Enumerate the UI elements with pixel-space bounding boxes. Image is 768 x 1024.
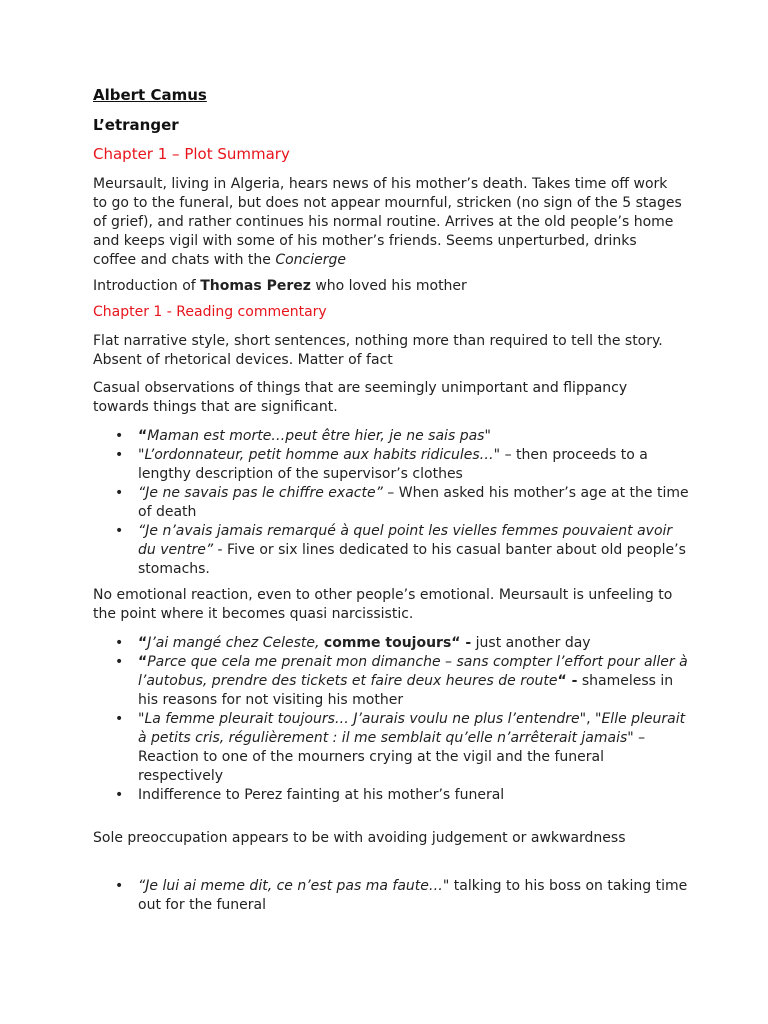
intro-after: who loved his mother [310,278,467,294]
author-name: Albert Camus [93,86,207,104]
intro-paragraph [93,277,683,296]
indifference-list [93,634,693,805]
list-item: • "La femme pleurait toujours… J’aurais voulu ne plus l’entendre", "Elle pleurait à petits cris, régulièrement : il me semblait qu’elle n’arrêterait jamais" – Reaction to one of the mourners crying at the vigil and the funeral respectively [93,710,693,786]
judgement-list [93,877,693,915]
list-item: • “Je ne savais pas le chiffre exacte” – When asked his mother’s age at the time of death [93,484,693,522]
observations-paragraph: Casual observations of things that are seemingly unimportant and flippancy towards things that are significant. [93,380,628,415]
list-item: • "L’ordonnateur, petit homme aux habits ridicules…" – then proceeds to a lengthy description of the supervisor’s clothes [93,446,693,484]
intro-name: Thomas Perez [200,278,311,294]
list-item: • “J’ai mangé chez Celeste, comme toujours“ - just another day [93,634,693,653]
summary-text: Meursault, living in Algeria, hears news of his mother’s death. Takes time off work to go to the funeral, but does not appear mournful, stricken (no sign of the 5 stages of grief), and rather continues his normal routine. Arrives at the old people’s home and keeps vigil with some of his mother’s friends. Seems unperturbed, drinks coffee and chats with the [93,176,682,268]
plot-summary-paragraph [93,175,683,270]
observation-list [93,427,693,579]
judgement-paragraph: Sole preoccupation appears to be with avoiding judgement or awkwardness [93,830,626,846]
narrative-style-paragraph: Flat narrative style, short sentences, nothing more than required to tell the story. Absent of rhetorical devices. Matter of fact [93,333,663,368]
list-item: • “Maman est morte…peut être hier, je ne sais pas" [93,427,693,446]
plot-summary-heading: Chapter 1 – Plot Summary [93,145,290,163]
list-item: • “Parce que cela me prenait mon dimanche – sans compter l’effort pour aller à l’autobus, prendre des tickets et faire deux heures de route“ - shameless in his reasons for not visiting his mother [93,653,693,710]
emotional-reaction-paragraph: No emotional reaction, even to other people’s emotional. Meursault is unfeeling to the point where it becomes quasi narcissistic. [93,587,673,622]
list-item: • “Je n’avais jamais remarqué à quel point les vielles femmes pouvaient avoir du ventre” - Five or six lines dedicated to his casual banter about old people’s stomachs. [93,522,693,579]
book-title: L’etranger [93,116,179,134]
summary-italic-term: Concierge [275,252,347,268]
list-item: • “Je lui ai meme dit, ce n’est pas ma faute…" talking to his boss on taking time out for the funeral [93,877,693,915]
list-item: • Indifference to Perez fainting at his mother’s funeral [93,786,693,805]
intro-before: Introduction of [93,278,201,294]
reading-commentary-heading: Chapter 1 - Reading commentary [93,304,327,320]
